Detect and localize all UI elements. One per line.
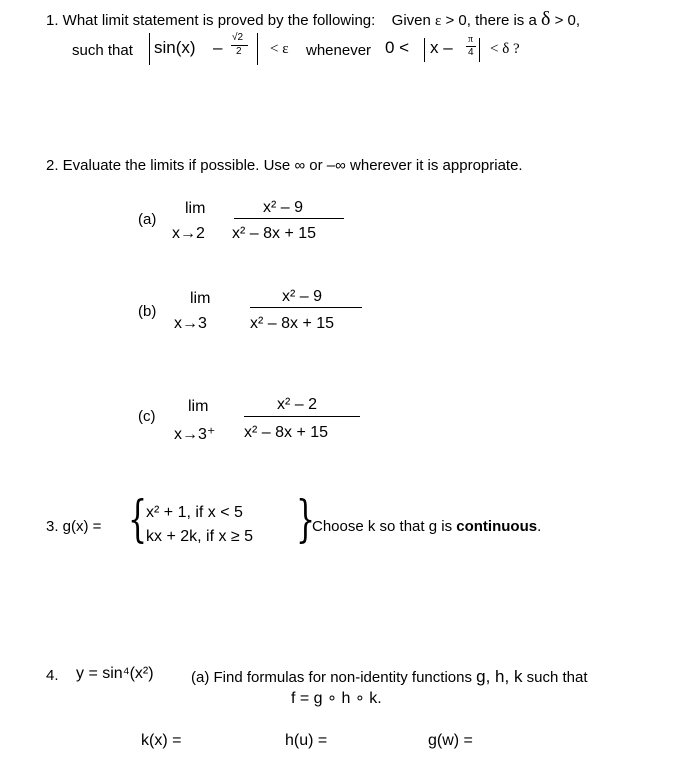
abs-bar-right-2 <box>479 38 480 62</box>
q1-prefix: 1. What limit statement is proved by the following: <box>46 12 376 29</box>
q4-part-a <box>191 667 588 687</box>
q1-zero-lt: 0 < <box>385 38 410 57</box>
q1-sin: sin(x) <box>154 38 196 57</box>
q4-ghk: g, h, k <box>476 667 523 686</box>
q2a-approach: x→2 <box>172 225 205 242</box>
q2b-fraction-bar <box>250 307 362 308</box>
q2a-numerator: x² – 9 <box>263 199 304 216</box>
q2c-fraction-bar <box>244 416 360 417</box>
q2c-lim: lim <box>188 398 209 415</box>
q1-minus-1: – <box>213 38 223 57</box>
q4-gw: g(w) = <box>428 732 473 749</box>
q2a-lim: lim <box>185 200 206 217</box>
q2a-fraction-bar <box>234 218 344 219</box>
q2c-denominator: x² – 8x + 15 <box>244 424 329 441</box>
q3-case2: kx + 2k, if x ≥ 5 <box>146 528 254 545</box>
q2b-approach: x→3 <box>174 315 207 332</box>
epsilon-symbol: ε <box>435 13 442 29</box>
q4-number: 4. <box>46 667 59 684</box>
q1-given: Given <box>391 12 431 29</box>
q2b-numerator: x² – 9 <box>282 288 323 305</box>
q1-lt-eps: < ε <box>270 41 289 57</box>
q2c-numerator: x² – 2 <box>277 396 318 413</box>
q3-instruction-post: . <box>537 518 542 535</box>
q1-four: 4 <box>468 47 474 58</box>
q2b-lim: lim <box>190 290 211 307</box>
q1-gt0-a: > 0, there is a <box>445 12 537 29</box>
q4-such-that: such that <box>526 669 588 686</box>
q2b-label: (b) <box>138 303 157 320</box>
q4-part-a-text: (a) Find formulas for non-identity functions <box>191 669 472 686</box>
q2-heading: 2. Evaluate the limits if possible. Use ∞ or –∞ wherever it is appropriate. <box>46 157 523 174</box>
q2a-label: (a) <box>138 211 157 228</box>
q3-instruction-pre: Choose k so that g is <box>312 518 453 535</box>
q1-pi: π <box>468 34 474 45</box>
q2b-denominator: x² – 8x + 15 <box>250 315 335 332</box>
q1-gt0-b: > 0, <box>554 12 581 29</box>
q3-lhs: 3. g(x) = <box>46 518 102 535</box>
q4-hu: h(u) = <box>285 732 328 749</box>
q1-whenever: whenever <box>306 42 372 59</box>
q1-line1 <box>46 8 580 31</box>
left-brace: { <box>128 490 148 548</box>
q4-y-eq: y = sin⁴(x²) <box>76 665 154 682</box>
q2c-approach: x→3⁺ <box>174 426 216 443</box>
q1-x-minus: x – <box>430 38 453 57</box>
right-brace: } <box>296 490 316 548</box>
q1-two: 2 <box>236 46 242 57</box>
delta-symbol: δ <box>540 8 551 30</box>
q1-such-that: such that <box>72 42 133 59</box>
q4-compose: f = g ∘ h ∘ k. <box>291 690 382 707</box>
q3-instruction <box>312 518 541 535</box>
abs-bar-left-1 <box>149 33 150 65</box>
abs-bar-left-2 <box>424 38 425 62</box>
q4-kx: k(x) = <box>141 732 182 749</box>
q2c-label: (c) <box>138 408 156 425</box>
q1-lt-delta: < δ ? <box>490 41 520 57</box>
abs-bar-right-1 <box>257 33 258 65</box>
q2a-denominator: x² – 8x + 15 <box>232 225 317 242</box>
q3-instruction-bold: continuous <box>456 518 538 535</box>
q1-sqrt2: √2 <box>232 32 244 43</box>
q3-case1: x² + 1, if x < 5 <box>146 504 243 521</box>
